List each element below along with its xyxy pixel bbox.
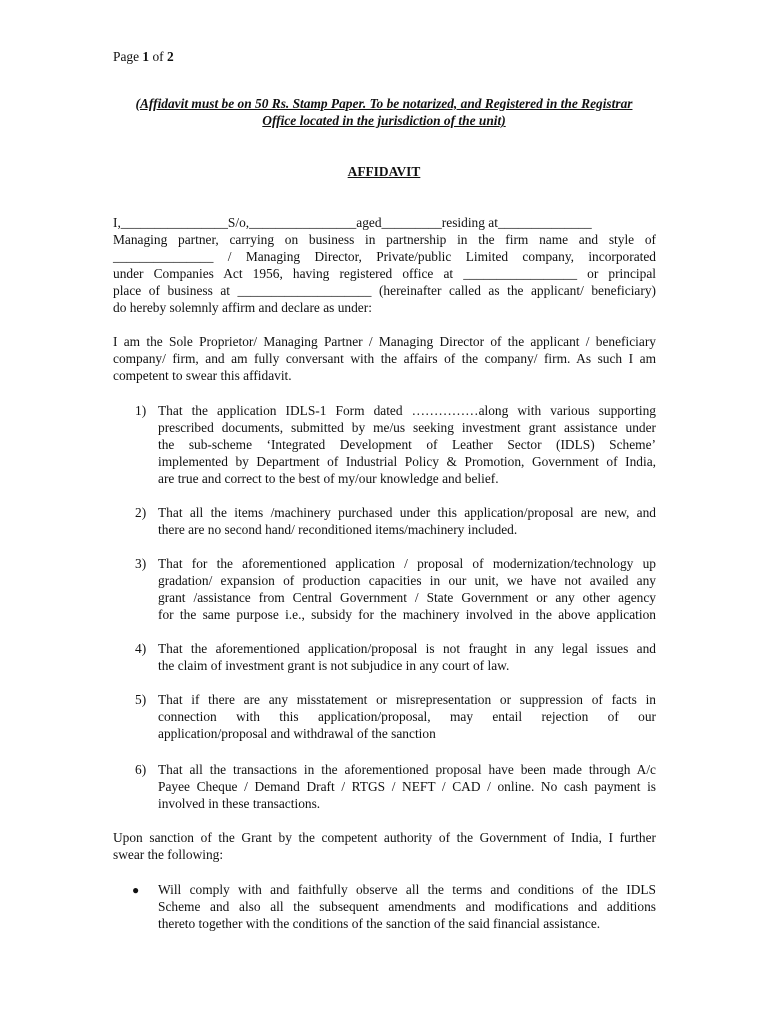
- item-line: That all the transactions in the aforementioned proposal have been made through A/c: [158, 762, 656, 777]
- item-line: gradation/ expansion of production capacities in our unit, we have not availed any: [158, 573, 656, 588]
- item-number: 1): [135, 403, 147, 418]
- sanction-paragraph: [113, 829, 656, 863]
- item-line: involved in these transactions.: [158, 796, 321, 811]
- item-number: 4): [135, 641, 147, 656]
- stamp-paper-note: [96, 95, 672, 129]
- item-line: prescribed documents, submitted by me/us seeking investment grant assistance under: [158, 420, 656, 435]
- item-line: are true and correct to the best of my/our knowledge and belief.: [158, 471, 499, 486]
- item-line: That the application IDLS-1 Form dated ……………along with various supporting: [158, 403, 656, 418]
- item-line: implemented by Department of Industrial Policy & Promotion, Government of India,: [158, 454, 656, 469]
- item-line: That all the items /machinery purchased under this application/proposal are new, and: [158, 505, 656, 520]
- intro-line-5: place of business at ____________________ (hereinafter called as the applicant/ beneficiary): [113, 283, 656, 298]
- bullet-text: [158, 881, 656, 932]
- intro-line-4: under Companies Act 1956, having registered office at _________________ or principal: [113, 266, 656, 281]
- declaration-paragraph: [113, 333, 656, 384]
- page-number: [113, 48, 174, 65]
- item-text: [158, 691, 656, 742]
- item-line: Payee Cheque / Demand Draft / RTGS / NEFT / CAD / online. No cash payment is: [158, 779, 656, 794]
- note-line-1: (Affidavit must be on 50 Rs. Stamp Paper. To be notarized, and Registered in the Registrar: [135, 96, 633, 111]
- item-line: That if there are any misstatement or misrepresentation or suppression of facts in: [158, 692, 656, 707]
- item-text: [158, 640, 656, 674]
- item-line: grant /assistance from Central Government / State Government or any other agency: [158, 590, 656, 605]
- bullet-line: thereto together with the conditions of the sanction of the said financial assistance.: [158, 916, 601, 931]
- declaration-line-1: I am the Sole Proprietor/ Managing Partner / Managing Director of the applicant / beneficiary: [113, 334, 656, 349]
- page-of: of: [149, 49, 167, 64]
- document-title: AFFIDAVIT: [347, 164, 421, 179]
- item-line: for the same purpose i.e., subsidy for the machinery involved in the above application: [158, 607, 656, 622]
- item-line: the sub-scheme ‘Integrated Development of Leather Sector (IDLS) Scheme’: [158, 437, 656, 452]
- bullet-icon: ●: [132, 883, 140, 897]
- page-total: 2: [166, 49, 174, 64]
- item-text: [158, 761, 656, 812]
- intro-line-3: _______________ / Managing Director, Private/public Limited company, incorporated: [113, 249, 656, 264]
- item-line: the claim of investment grant is not subjudice in any court of law.: [158, 658, 510, 673]
- item-number: 2): [135, 505, 147, 520]
- item-line: application/proposal and withdrawal of the sanction: [158, 726, 436, 741]
- declaration-line-2: company/ firm, and am fully conversant with the affairs of the company/ firm. As such I am: [113, 351, 656, 366]
- intro-line-1: I,________________S/o,________________aged_________residing at______________: [113, 215, 592, 230]
- item-line: That the aforementioned application/proposal is not fraught in any legal issues and: [158, 641, 656, 656]
- item-text: [158, 504, 656, 538]
- note-line-2: Office located in the jurisdiction of the unit): [262, 113, 506, 128]
- item-number: 6): [135, 762, 147, 777]
- sanction-line-2: swear the following:: [113, 847, 224, 862]
- item-line: there are no second hand/ reconditioned items/machinery included.: [158, 522, 518, 537]
- intro-paragraph: [113, 214, 656, 316]
- item-line: connection with this application/proposal, may entail rejection of our: [158, 709, 656, 724]
- item-number: 5): [135, 692, 147, 707]
- item-text: [158, 402, 656, 487]
- bullet-line: Will comply with and faithfully observe all the terms and conditions of the IDLS: [158, 882, 656, 897]
- intro-line-6: do hereby solemnly affirm and declare as under:: [113, 300, 372, 315]
- page-prefix: Page: [113, 49, 143, 64]
- declaration-line-3: competent to swear this affidavit.: [113, 368, 292, 383]
- sanction-line-1: Upon sanction of the Grant by the competent authority of the Government of India, I further: [113, 830, 656, 845]
- page-current: 1: [142, 49, 150, 64]
- item-number: 3): [135, 556, 147, 571]
- item-text: [158, 555, 656, 623]
- bullet-line: Scheme and also all the subsequent amendments and modifications and additions: [158, 899, 656, 914]
- intro-line-2: Managing partner, carrying on business in partnership in the firm name and style of: [113, 232, 656, 247]
- item-line: That for the aforementioned application / proposal of modernization/technology up: [158, 556, 656, 571]
